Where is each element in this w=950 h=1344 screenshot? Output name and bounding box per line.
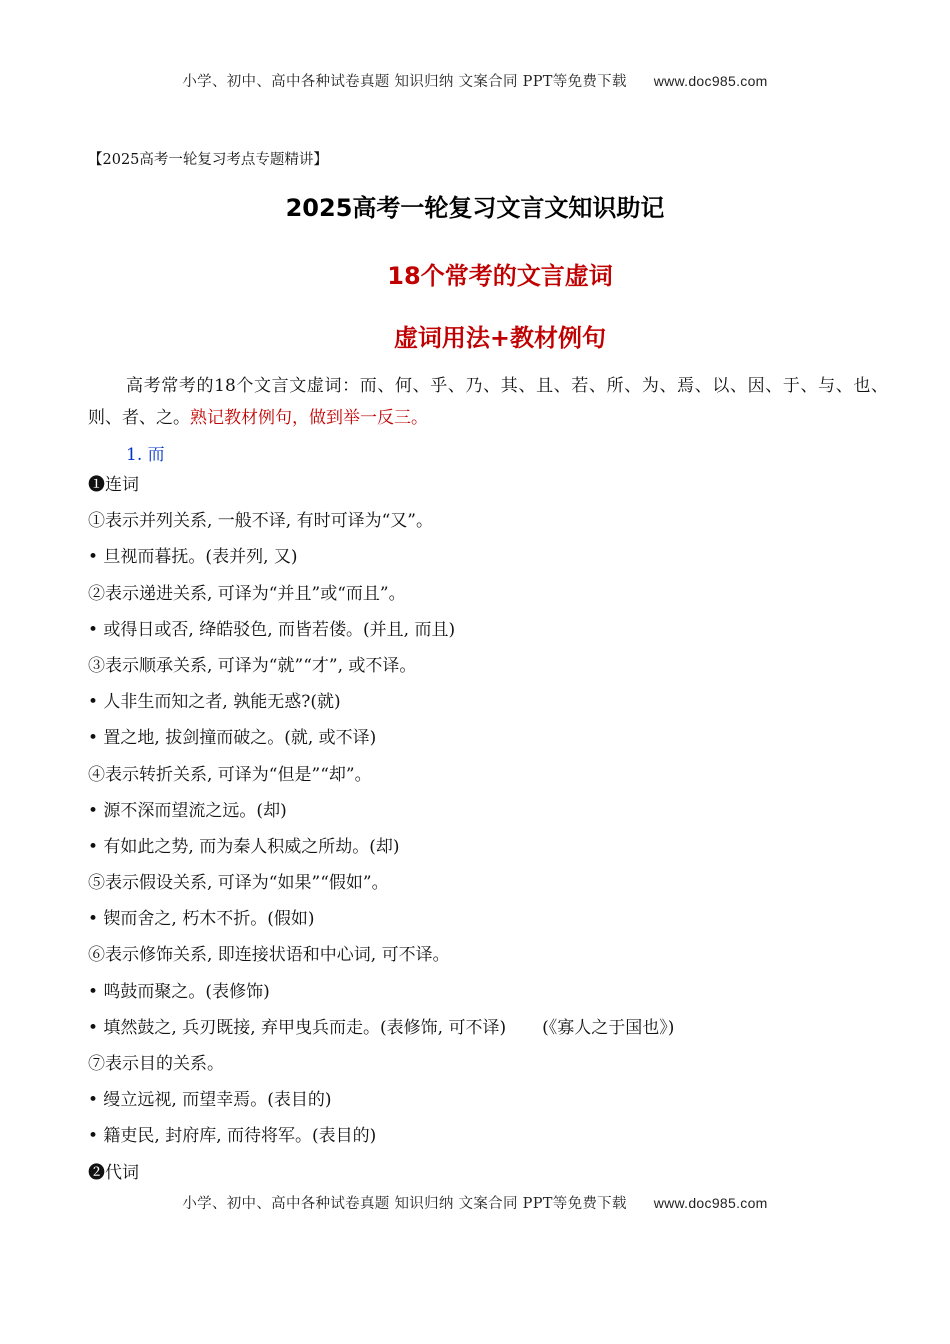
document-title: 2025高考一轮复习文言文知识助记 bbox=[285, 194, 665, 222]
subtitle-1: 18个常考的文言虚词 bbox=[387, 262, 613, 290]
content-line: • 籍吏民, 封府库, 而待将军。(表目的) bbox=[88, 1126, 377, 1147]
content-line: • 鸣鼓而聚之。(表修饰) bbox=[88, 981, 270, 1002]
footer-site-link[interactable]: www.doc985.com bbox=[653, 1195, 768, 1211]
footer-text: 小学、初中、高中各种试卷真题 知识归纳 文案合同 PPT等免费下载 bbox=[182, 1196, 627, 1212]
page-header bbox=[0, 70, 950, 91]
content-line: ❶连词 bbox=[88, 475, 139, 495]
content-line: • 缦立远视, 而望幸焉。(表目的) bbox=[88, 1090, 332, 1111]
source-citation: (《寡人之于国也》) bbox=[542, 1017, 675, 1038]
content-lines bbox=[88, 472, 888, 1196]
content-line: ①表示并列关系, 一般不译, 有时可译为“又”。 bbox=[88, 511, 433, 532]
subtitle-2: 虚词用法+教材例句 bbox=[393, 324, 607, 352]
content-line: ⑤表示假设关系, 可译为“如果”“假如”。 bbox=[88, 873, 389, 894]
intro-highlight: 熟记教材例句，做到举一反三。 bbox=[190, 408, 428, 428]
content-line: ⑦表示目的关系。 bbox=[88, 1054, 224, 1074]
content-line: ④表示转折关系, 可译为“但是”“却”。 bbox=[88, 764, 372, 785]
content-line: ②表示递进关系, 可译为“并且”或“而且”。 bbox=[88, 583, 406, 604]
content-line: • 有如此之势, 而为秦人积威之所劫。(却) bbox=[88, 836, 400, 857]
intro-text: 高考常考的18个文言文虚词：而、何、乎、乃、其、且、若、所、为、焉、以、因、于、与、也、则、者、之。 bbox=[88, 376, 888, 428]
content-line: ③表示顺承关系, 可译为“就”“才”, 或不译。 bbox=[88, 655, 417, 676]
content-line: • 填然鼓之, 兵刃既接, 弃甲曳兵而走。(表修饰, 可不译) (《寡人之于国也》) bbox=[88, 1017, 675, 1038]
content-line: • 或得日或否, 绛皓驳色, 而皆若偻。(并且, 而且) bbox=[88, 619, 456, 640]
content-line: • 锲而舍之, 朽木不折。(假如) bbox=[88, 909, 315, 930]
header-text: 小学、初中、高中各种试卷真题 知识归纳 文案合同 PPT等免费下载 bbox=[182, 74, 627, 90]
content-line: ❷代词 bbox=[88, 1162, 139, 1183]
header-site-link[interactable]: www.doc985.com bbox=[653, 73, 768, 89]
content-line: • 置之地, 拔剑撞而破之。(就, 或不译) bbox=[88, 728, 377, 749]
content-line: • 旦视而暮抚。(表并列, 又) bbox=[88, 547, 298, 568]
content-line: • 人非生而知之者, 孰能无惑?(就) bbox=[88, 692, 341, 713]
page-footer bbox=[0, 1192, 950, 1213]
content-line: • 源不深而望流之远。(却) bbox=[88, 800, 287, 821]
content-line: ⑥表示修饰关系, 即连接状语和中心词, 可不译。 bbox=[88, 945, 450, 966]
series-title: 【2025高考一轮复习考点专题精讲】 bbox=[88, 152, 328, 168]
intro-paragraph bbox=[88, 370, 888, 434]
section-title: 1. 而 bbox=[126, 445, 165, 465]
